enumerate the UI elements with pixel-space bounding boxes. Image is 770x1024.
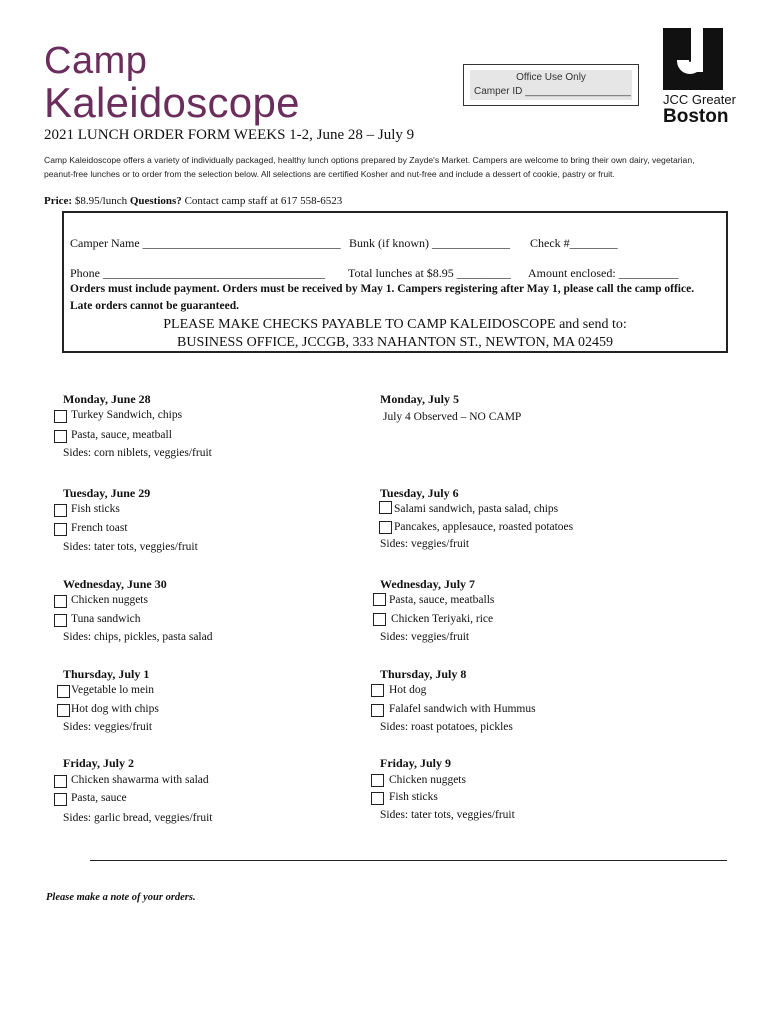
menu-item: Vegetable lo mein [71, 684, 155, 696]
sides-text: Sides: tater tots, veggies/fruit [63, 541, 198, 553]
sides-text: Sides: corn niblets, veggies/fruit [63, 447, 212, 459]
order-checkbox[interactable] [54, 523, 67, 536]
payable-line-1: PLEASE MAKE CHECKS PAYABLE TO CAMP KALEIDOSCOPE and send to: [163, 317, 627, 332]
menu-item: Hot dog [389, 684, 427, 696]
price-value: $8.95/lunch [72, 195, 130, 207]
sides-text: Sides: roast potatoes, pickles [380, 721, 513, 733]
menu-item: French toast [71, 522, 128, 534]
order-checkbox[interactable] [54, 614, 67, 627]
no-camp-note: July 4 Observed – NO CAMP [383, 411, 522, 423]
intro-paragraph: Camp Kaleidoscope offers a variety of individually packaged, healthy lunch options prepared by Zayde's Market. Campers are welcome to bring their own dairy, vegetarian, peanut-free lunches or to order from the selection below. All selections are certified Kosher and nut-free and include a dessert of cookie, pastry or fruit. [44, 155, 695, 179]
order-checkbox[interactable] [57, 685, 70, 698]
day-heading: Wednesday, June 30 [63, 577, 167, 591]
order-checkbox[interactable] [54, 410, 67, 423]
jcc-logo-text [663, 93, 736, 126]
total-lunches-field[interactable]: Total lunches at $8.95 _________ [348, 266, 511, 280]
camp-kaleidoscope-logo [44, 42, 300, 124]
amount-enclosed-field[interactable]: Amount enclosed: __________ [528, 266, 679, 280]
menu-item: Fish sticks [389, 791, 438, 803]
order-checkbox[interactable] [373, 593, 386, 606]
payable-instructions [62, 316, 728, 352]
check-number-field[interactable]: Check #________ [530, 236, 618, 250]
price-line [44, 195, 342, 207]
sides-text: Sides: veggies/fruit [63, 721, 153, 733]
form-title: 2021 LUNCH ORDER FORM WEEKS 1-2, June 28 – July 9 [44, 127, 415, 143]
jcc-logo-icon [663, 28, 723, 90]
notes-line [90, 860, 727, 861]
menu-item: Pasta, sauce, meatballs [389, 594, 495, 606]
menu-item: Pancakes, applesauce, roasted potatoes [394, 521, 574, 533]
menu-item: Chicken Teriyaki, rice [391, 613, 494, 625]
order-checkbox[interactable] [54, 430, 67, 443]
payment-warning: Orders must include payment. Orders must be received by May 1. Campers registering after May 1, please call the camp office. Late orders cannot be guaranteed. [70, 283, 695, 312]
order-checkbox[interactable] [371, 684, 384, 697]
sides-text: Sides: tater tots, veggies/fruit [380, 809, 515, 821]
menu-item: Hot dog with chips [71, 703, 159, 715]
order-checkbox[interactable] [371, 704, 384, 717]
day-heading: Monday, June 28 [63, 392, 151, 406]
order-checkbox[interactable] [371, 792, 384, 805]
day-heading: Wednesday, July 7 [380, 577, 476, 591]
camper-id-field: Camper ID ___________________ [474, 86, 631, 97]
order-checkbox[interactable] [54, 504, 67, 517]
order-checkbox[interactable] [379, 521, 392, 534]
menu-item: Chicken shawarma with salad [71, 774, 209, 786]
jcc-line-2: Boston [663, 106, 729, 127]
sides-text: Sides: garlic bread, veggies/fruit [63, 812, 213, 824]
jcc-line-1: JCC Greater [663, 92, 736, 107]
logo-line-1: Camp [44, 40, 148, 82]
office-use-box [463, 64, 639, 106]
questions-contact: Contact camp staff at 617 558-6523 [181, 195, 343, 207]
menu-item: Chicken nuggets [389, 774, 466, 786]
menu-item: Pasta, sauce, meatball [71, 429, 172, 441]
day-heading: Friday, July 9 [380, 756, 452, 770]
camper-name-field[interactable]: Camper Name _________________________________ [70, 236, 341, 250]
day-heading: Thursday, July 8 [380, 667, 467, 681]
sides-text: Sides: chips, pickles, pasta salad [63, 631, 213, 643]
order-checkbox[interactable] [371, 774, 384, 787]
order-checkbox[interactable] [54, 595, 67, 608]
day-heading: Friday, July 2 [63, 756, 135, 770]
menu-item: Salami sandwich, pasta salad, chips [394, 503, 559, 515]
payable-line-2: BUSINESS OFFICE, JCCGB, 333 NAHANTON ST., NEWTON, MA 02459 [177, 335, 613, 350]
day-heading: Tuesday, June 29 [63, 486, 151, 500]
logo-line-2: Kaleidoscope [44, 79, 300, 126]
order-checkbox[interactable] [57, 704, 70, 717]
bunk-field[interactable]: Bunk (if known) _____________ [349, 236, 510, 250]
office-use-title: Office Use Only [516, 72, 586, 83]
menu-item: Falafel sandwich with Hummus [389, 703, 536, 715]
sides-text: Sides: veggies/fruit [380, 631, 470, 643]
phone-field[interactable]: Phone _____________________________________ [70, 266, 325, 280]
order-checkbox[interactable] [54, 793, 67, 806]
footer-note: Please make a note of your orders. [46, 892, 196, 903]
order-checkbox[interactable] [373, 613, 386, 626]
menu-item: Tuna sandwich [71, 613, 141, 625]
questions-label: Questions? [129, 195, 182, 207]
menu-item: Fish sticks [71, 503, 120, 515]
day-heading: Thursday, July 1 [63, 667, 150, 681]
order-checkbox[interactable] [379, 501, 392, 514]
day-heading: Monday, July 5 [380, 392, 460, 406]
menu-item: Chicken nuggets [71, 594, 148, 606]
day-heading: Tuesday, July 6 [380, 486, 459, 500]
menu-item: Pasta, sauce [71, 792, 127, 804]
sides-text: Sides: veggies/fruit [380, 538, 470, 550]
menu-item: Turkey Sandwich, chips [71, 409, 183, 421]
order-checkbox[interactable] [54, 775, 67, 788]
price-label: Price: [44, 195, 73, 207]
